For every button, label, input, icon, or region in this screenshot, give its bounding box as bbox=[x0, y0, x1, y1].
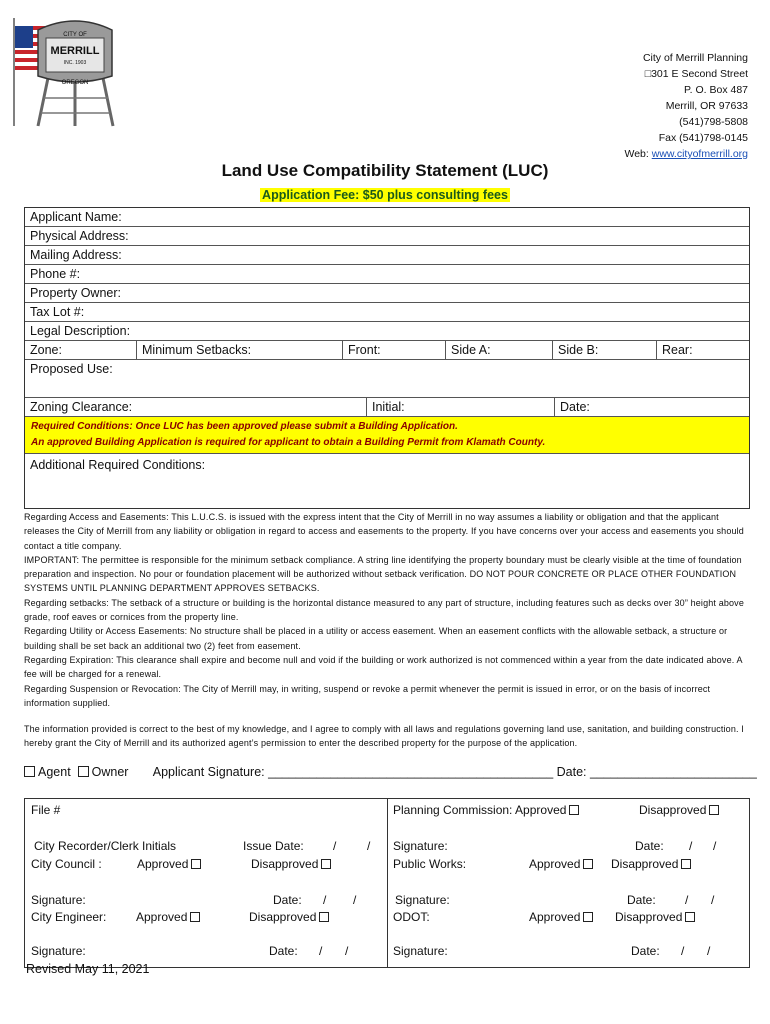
issue-date-label: Issue Date: bbox=[243, 839, 304, 853]
city-logo bbox=[8, 8, 128, 128]
logo-text-main: MERRILL bbox=[50, 45, 100, 57]
side-a-label: Side A: bbox=[451, 343, 491, 357]
note-important: IMPORTANT: The permittee is responsible for the minimum setback compliance. A string line identifying the property boundary must be clearly visible at the time of foundation preparation and inspection. No pour or foundation placement will be authorized without setback verification. DO NOT POUR CONCRETE OR PLACE OTHER FOUNDATION SYSTEMS UNTIL PLANNING DEPARTMENT APPROVES SETBACKS. bbox=[24, 554, 742, 594]
city-engineer-label: City Engineer: bbox=[31, 910, 107, 924]
table-divider bbox=[387, 799, 388, 967]
council-date-slash-2: / bbox=[353, 893, 357, 907]
certification-statement: The information provided is correct to the best of my knowledge, and I agree to comply with all laws and regulations governing land use, sanitation, and building construction. I hereby grant the City of Merrill and its authorized agent’s permission to enter the described property for the purpose of the application. bbox=[24, 724, 744, 749]
owner-checkbox[interactable] bbox=[78, 766, 89, 777]
council-disapproved-label: Disapproved bbox=[251, 857, 319, 871]
council-date-slash-1: / bbox=[323, 893, 327, 907]
agent-label: Agent bbox=[38, 765, 71, 779]
recorder-initials-label: City Recorder/Clerk Initials bbox=[34, 839, 177, 853]
required-conditions-line-1: Required Conditions: Once LUC has been approved please submit a Building Application. bbox=[31, 421, 458, 432]
engineer-approved-label: Approved bbox=[136, 910, 188, 924]
public-works-approved-checkbox[interactable] bbox=[583, 859, 593, 869]
side-b-field[interactable] bbox=[553, 341, 657, 359]
initial-label: Initial: bbox=[372, 400, 405, 414]
legal-description-label: Legal Description: bbox=[30, 324, 131, 338]
date-label: Date: bbox=[560, 400, 590, 414]
city-state-zip: Merrill, OR 97633 bbox=[665, 100, 748, 112]
public-works-approved[interactable] bbox=[529, 857, 593, 871]
planning-date-slash-2: / bbox=[713, 839, 717, 853]
page-title: Land Use Compatibility Statement (LUC) bbox=[221, 161, 549, 180]
planning-date-slash-1: / bbox=[689, 839, 693, 853]
po-box: P. O. Box 487 bbox=[683, 84, 748, 96]
planning-approved-checkbox[interactable] bbox=[569, 805, 579, 815]
engineer-signature-label: Signature: bbox=[31, 944, 86, 958]
odot-disapproved-label: Disapproved bbox=[615, 910, 683, 924]
council-approved-checkbox[interactable] bbox=[191, 859, 201, 869]
odot-signature-label: Signature: bbox=[393, 944, 448, 958]
phone-number: (541)798-5808 bbox=[679, 116, 748, 128]
public-works-approved-label: Approved bbox=[529, 857, 581, 871]
agent-checkbox[interactable] bbox=[24, 766, 35, 777]
note-revocation: Regarding Suspension or Revocation: The City of Merrill may, in writing, suspend or revoke a permit whenever the permit is issued in error, or on the basis of incorrect information supplied. bbox=[24, 683, 711, 708]
tax-lot-label: Tax Lot #: bbox=[30, 305, 85, 319]
mailing-address-label: Mailing Address: bbox=[30, 248, 122, 262]
zone-label: Zone: bbox=[30, 343, 62, 357]
planning-disapproved[interactable] bbox=[639, 803, 719, 817]
logo-text-inc: INC. 1903 bbox=[63, 60, 87, 66]
note-setbacks: Regarding setbacks: The setback of a structure or building is the horizontal distance measured to any part of structure, including features such as decks over 30” height above grade, roof eaves or cornices from the property line. bbox=[24, 597, 744, 623]
engineer-approved[interactable] bbox=[136, 910, 200, 924]
rear-field[interactable] bbox=[657, 341, 747, 359]
property-owner-label: Property Owner: bbox=[30, 286, 122, 300]
physical-address-label: Physical Address: bbox=[30, 229, 129, 243]
planning-commission-label: Planning Commission: Approved bbox=[393, 803, 567, 817]
signature-line bbox=[24, 765, 757, 779]
engineer-approved-checkbox[interactable] bbox=[190, 912, 200, 922]
city-council-label: City Council : bbox=[31, 857, 102, 871]
public-works-signature-label: Signature: bbox=[395, 893, 450, 907]
odot-disapproved-checkbox[interactable] bbox=[685, 912, 695, 922]
applicant-date-field[interactable]: Date: ________________________ bbox=[556, 765, 757, 779]
mailing-address-field[interactable] bbox=[25, 246, 749, 265]
additional-conditions-field[interactable] bbox=[25, 454, 749, 508]
terms-notes bbox=[24, 510, 748, 710]
proposed-use-label: Proposed Use: bbox=[30, 362, 113, 376]
zoning-clearance-field[interactable] bbox=[25, 398, 367, 416]
planning-approved[interactable] bbox=[393, 803, 579, 817]
public-works-label: Public Works: bbox=[393, 857, 467, 871]
applicant-name-field[interactable] bbox=[25, 208, 749, 227]
street-address: □301 E Second Street bbox=[644, 68, 748, 80]
engineer-date-slash-1: / bbox=[319, 944, 323, 958]
org-name: City of Merrill Planning bbox=[642, 52, 748, 64]
odot-date-slash-1: / bbox=[681, 944, 685, 958]
owner-label: Owner bbox=[91, 765, 129, 779]
website bbox=[625, 146, 749, 162]
engineer-date-label: Date: bbox=[269, 944, 298, 958]
public-works-date-slash-2: / bbox=[711, 893, 715, 907]
engineer-disapproved-label: Disapproved bbox=[249, 910, 317, 924]
council-disapproved-checkbox[interactable] bbox=[321, 859, 331, 869]
engineer-disapproved[interactable] bbox=[249, 910, 329, 924]
note-access: Regarding Access and Easements: This L.U.C.S. is issued with the express intent that the City of Merrill in no way assumes a liability or obligation and that the applicant releases the City of Merrill from any liability or obligation in regard to access and easements to the property. If you have concerns over your access and easements you should contact a title company. bbox=[24, 512, 744, 551]
odot-approved-label: Approved bbox=[529, 910, 581, 924]
additional-conditions-label: Additional Required Conditions: bbox=[30, 458, 206, 472]
phone-field[interactable] bbox=[25, 265, 749, 284]
phone-label: Phone #: bbox=[30, 267, 81, 281]
date-field[interactable] bbox=[555, 398, 747, 416]
zoning-row bbox=[25, 398, 749, 417]
min-setbacks-label: Minimum Setbacks: bbox=[142, 343, 252, 357]
side-b-label: Side B: bbox=[558, 343, 599, 357]
odot-label: ODOT: bbox=[393, 910, 430, 924]
setbacks-row bbox=[25, 341, 749, 360]
fax-number: Fax (541)798-0145 bbox=[658, 132, 748, 144]
odot-disapproved[interactable] bbox=[615, 910, 695, 924]
odot-date-label: Date: bbox=[631, 944, 660, 958]
public-works-disapproved-checkbox[interactable] bbox=[681, 859, 691, 869]
planning-date-label: Date: bbox=[635, 839, 664, 853]
tax-lot-field[interactable] bbox=[25, 303, 749, 322]
issue-date-slash-1: / bbox=[333, 839, 337, 853]
website-label: Web: bbox=[624, 148, 652, 160]
note-easements: Regarding Utility or Access Easements: No structure shall be placed in a utility or access easement. When an easement conflicts with the allowable setback, a structure or building shall be set back an additional two (2) feet from easement. bbox=[24, 626, 728, 651]
note-expiration: Regarding Expiration: This clearance shall expire and become null and void if the building or work authorized is not commenced within a year from the date indicated above. A fee will be charged for a renewal. bbox=[24, 654, 743, 680]
application-form bbox=[24, 207, 750, 509]
city-address-block bbox=[625, 50, 749, 162]
council-date-label: Date: bbox=[273, 893, 302, 907]
proposed-use-field[interactable] bbox=[25, 360, 749, 398]
council-signature-label: Signature: bbox=[31, 893, 86, 907]
issue-date-slash-2: / bbox=[367, 839, 371, 853]
zoning-clearance-label: Zoning Clearance: bbox=[30, 400, 133, 414]
logo-text-bottom: OREGON bbox=[61, 80, 89, 86]
applicant-signature-field[interactable]: Applicant Signature: _________________________________________ bbox=[152, 765, 554, 779]
odot-date-slash-2: / bbox=[707, 944, 711, 958]
physical-address-field[interactable] bbox=[25, 227, 749, 246]
planning-signature-label: Signature: bbox=[393, 839, 448, 853]
min-setbacks-field[interactable] bbox=[137, 341, 343, 359]
website-link[interactable]: www.cityofmerrill.org bbox=[651, 148, 748, 160]
front-label: Front: bbox=[348, 343, 381, 357]
office-use-table bbox=[24, 798, 750, 968]
fee-text: Application Fee: $50 plus consulting fees bbox=[262, 188, 508, 202]
side-a-field[interactable] bbox=[446, 341, 553, 359]
planning-disapproved-checkbox[interactable] bbox=[709, 805, 719, 815]
council-disapproved[interactable] bbox=[251, 857, 331, 871]
council-approved[interactable] bbox=[137, 857, 201, 871]
logo-text-top: CITY OF bbox=[63, 32, 87, 38]
planning-disapproved-label: Disapproved bbox=[639, 803, 707, 817]
council-approved-label: Approved bbox=[137, 857, 189, 871]
required-conditions-line-2: An approved Building Application is required for applicant to obtain a Building Permit from Klamath County. bbox=[31, 437, 546, 448]
odot-approved[interactable] bbox=[529, 910, 593, 924]
required-conditions-notice bbox=[25, 417, 749, 454]
engineer-disapproved-checkbox[interactable] bbox=[319, 912, 329, 922]
front-field[interactable] bbox=[343, 341, 446, 359]
odot-approved-checkbox[interactable] bbox=[583, 912, 593, 922]
engineer-date-slash-2: / bbox=[345, 944, 349, 958]
public-works-disapproved[interactable] bbox=[611, 857, 691, 871]
application-fee bbox=[0, 186, 770, 204]
initial-field[interactable] bbox=[367, 398, 555, 416]
public-works-disapproved-label: Disapproved bbox=[611, 857, 679, 871]
rear-label: Rear: bbox=[662, 343, 693, 357]
zone-field[interactable] bbox=[25, 341, 137, 359]
public-works-date-slash-1: / bbox=[685, 893, 689, 907]
revision-date: Revised May 11, 2021 bbox=[26, 962, 150, 976]
property-owner-field[interactable] bbox=[25, 284, 749, 303]
file-number-label: File # bbox=[31, 803, 61, 817]
legal-description-field[interactable] bbox=[25, 322, 749, 341]
public-works-date-label: Date: bbox=[627, 893, 656, 907]
applicant-name-label: Applicant Name: bbox=[30, 210, 122, 224]
